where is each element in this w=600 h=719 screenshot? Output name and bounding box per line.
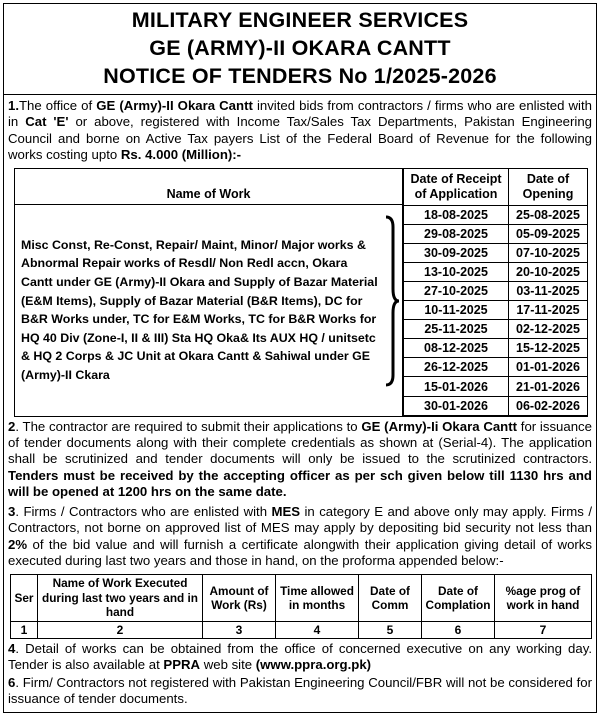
receipt-date: 30-01-2026 [404, 396, 509, 415]
date-row [404, 377, 588, 396]
office-title: GE (ARMY)-II OKARA CANTT [149, 36, 451, 60]
proforma-header: %age prog of work in hand [495, 575, 592, 622]
proforma-column-number: 6 [422, 621, 495, 638]
opening-date: 20-10-2025 [509, 262, 588, 281]
date-row [404, 205, 588, 224]
curly-brace-icon [384, 215, 400, 387]
opening-date: 07-10-2025 [509, 243, 588, 262]
org-title: MILITARY ENGINEER SERVICES [131, 8, 469, 32]
paragraph-2: 2. The contractor are required to submit their applications to GE (Army)-Ii Okara Cantt for issuance of tender documents along with their complete credentials as shown at (Serial-4). The application shall be scrutinized and tender documents will only be issued to the scrutinized contractors. Tenders must be received by the accepting officer as per sch given below till 1130 hrs and will be opened at 1200 hrs on the same date. [8, 418, 592, 500]
opening-date: 02-12-2025 [509, 320, 588, 339]
proforma-header: Ser [11, 575, 38, 622]
opening-date: 03-11-2025 [509, 282, 588, 301]
notice-title: NOTICE OF TENDERS No 1/2025-2026 [103, 64, 497, 88]
date-row [404, 358, 588, 377]
date-row [404, 396, 588, 415]
proforma-header: Date of Complation [422, 575, 495, 622]
opening-date: 17-11-2025 [509, 301, 588, 320]
proforma-column-number: 5 [359, 621, 422, 638]
date-row [404, 243, 588, 262]
notice-header [4, 4, 596, 95]
date-row [404, 320, 588, 339]
date-row [404, 262, 588, 281]
col-date-opening: Date of Opening [509, 169, 588, 206]
opening-date: 06-02-2026 [509, 396, 588, 415]
receipt-date: 18-08-2025 [404, 205, 509, 224]
col-name-of-work: Name of Work [15, 169, 402, 205]
proforma-table [10, 574, 592, 639]
receipt-date: 08-12-2025 [404, 339, 509, 358]
paragraph-6: 6. Firm/ Contractors not registered with Pakistan Engineering Council/FBR will not be considered for issuance of tender documents. [8, 674, 592, 707]
proforma-header: Name of Work Executed during last two years and in hand [38, 575, 203, 622]
proforma-header: Date of Comm [359, 575, 422, 622]
dates-column [403, 169, 588, 416]
proforma-column-number: 2 [38, 621, 203, 638]
opening-date: 01-01-2026 [509, 358, 588, 377]
proforma-header: Time allowed in months [276, 575, 359, 622]
paragraph-3: 3. Firms / Contractors who are enlisted with MES in category E and above only may apply. Firms / Contractors, not borne on approved list of MES may apply by depositing bid security not less than 2% of the bid value and will furnish a certificate alongwith their application giving detail of works executed during last two years and those in hand, on the proforma appended below:- [8, 503, 592, 568]
paragraph-1: 1.The office of GE (Army)-II Okara Cantt invited bids from contractors / firms who are enlisted with in Cat 'E' or above, registered with Income Tax/Sales Tax Departments, Pakistan Engineering Council and borne on Active Tax payers List of the Federal Board of Revenue for the following works costing upto Rs. 4.000 (Million):- [8, 98, 593, 163]
date-row [404, 224, 588, 243]
proforma-header: Amount of Work (Rs) [203, 575, 276, 622]
receipt-date: 26-12-2025 [404, 358, 509, 377]
date-row [404, 339, 588, 358]
work-name-column [14, 169, 403, 416]
receipt-date: 27-10-2025 [404, 282, 509, 301]
receipt-date: 25-11-2025 [404, 320, 509, 339]
receipt-date: 30-09-2025 [404, 243, 509, 262]
receipt-date: 15-01-2026 [404, 377, 509, 396]
tender-notice [3, 3, 597, 713]
receipt-date: 13-10-2025 [404, 262, 509, 281]
receipt-date: 29-08-2025 [404, 224, 509, 243]
date-row [404, 301, 588, 320]
opening-date: 15-12-2025 [509, 339, 588, 358]
work-description: Misc Const, Re-Const, Repair/ Maint, Minor/ Major works & Abnormal Repair works of Resdl/ Non Redl accn, Okara Cantt under GE (Army)-II Okara and Supply of Bazar Material (E&M Items), Supply of Bazar Material (B&R Items), DC for B&R Works under, TC for E&M Works, TC for B&R Works for HQ 40 Div (Zone-I, II & III) Sta HQ Oka& Its AUX HQ / unitsetc & HQ 2 Corps & JC Unit at Okara Cantt & Sahiwal under GE (Army)-II Ckara [15, 205, 402, 416]
opening-date: 25-08-2025 [509, 205, 588, 224]
paragraph-4: 4. Detail of works can be obtained from the office of concerned executive on any working day. Tender is also available at PPRA web site (www.ppra.org.pk) [8, 640, 592, 673]
works-table [14, 168, 588, 417]
proforma-column-number: 1 [11, 621, 38, 638]
proforma-column-number: 4 [276, 621, 359, 638]
opening-date: 05-09-2025 [509, 224, 588, 243]
proforma-column-number: 3 [203, 621, 276, 638]
dates-table [403, 169, 588, 416]
receipt-date: 10-11-2025 [404, 301, 509, 320]
opening-date: 21-01-2026 [509, 377, 588, 396]
proforma-column-number: 7 [495, 621, 592, 638]
date-row [404, 282, 588, 301]
col-date-receipt: Date of Receipt of Application [404, 169, 509, 206]
